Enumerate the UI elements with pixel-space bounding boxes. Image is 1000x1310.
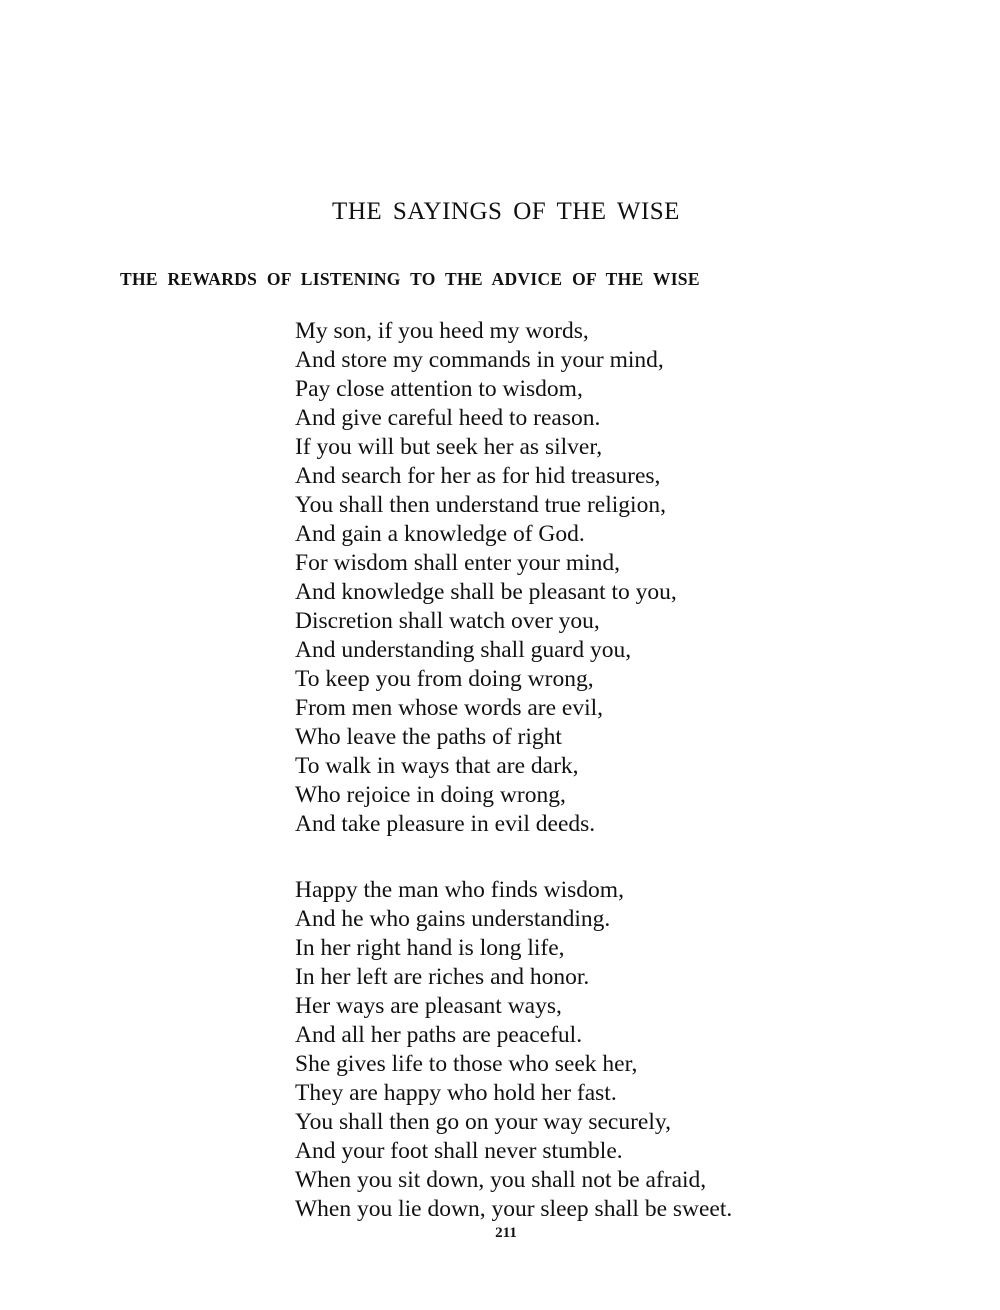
verse-line: Discretion shall watch over you, (295, 608, 600, 634)
verse-line: When you lie down, your sleep shall be sweet. (295, 1196, 733, 1222)
section-heading: THE REWARDS OF LISTENING TO THE ADVICE OF THE WISE (120, 269, 700, 289)
verse-line: Her ways are pleasant ways, (295, 993, 562, 1019)
verse-line: And understanding shall guard you, (295, 637, 632, 663)
verse-line: They are happy who hold her fast. (295, 1080, 617, 1106)
verse-line: In her left are riches and honor. (295, 964, 590, 990)
verse-line: She gives life to those who seek her, (295, 1051, 638, 1077)
verse-line: To walk in ways that are dark, (295, 753, 579, 779)
verse-line: In her right hand is long life, (295, 935, 565, 961)
verse-line: My son, if you heed my words, (295, 318, 589, 344)
verse-line: And search for her as for hid treasures, (295, 463, 661, 489)
verse-line: And store my commands in your mind, (295, 347, 664, 373)
verse-line: When you sit down, you shall not be afraid, (295, 1167, 707, 1193)
page-title: THE SAYINGS OF THE WISE (332, 198, 680, 225)
page-number: 211 (495, 1225, 517, 1241)
stanza-1 (295, 317, 677, 839)
verse-line: And your foot shall never stumble. (295, 1138, 623, 1164)
verse-line: And all her paths are peaceful. (295, 1022, 583, 1048)
verse-line: Happy the man who finds wisdom, (295, 877, 624, 903)
verse-line: And gain a knowledge of God. (295, 521, 585, 547)
verse-line: And give careful heed to reason. (295, 405, 601, 431)
verse-line: If you will but seek her as silver, (295, 434, 603, 460)
verse-line: And he who gains understanding. (295, 906, 611, 932)
verse-line: And take pleasure in evil deeds. (295, 811, 596, 837)
verse-line: And knowledge shall be pleasant to you, (295, 579, 677, 605)
verse-line: For wisdom shall enter your mind, (295, 550, 621, 576)
verse-line: Pay close attention to wisdom, (295, 376, 583, 402)
stanza-2 (295, 876, 732, 1224)
verse-line: Who leave the paths of right (295, 724, 562, 750)
verse-line: You shall then understand true religion, (295, 492, 666, 518)
verse-line: To keep you from doing wrong, (295, 666, 594, 692)
verse-line: You shall then go on your way securely, (295, 1109, 671, 1135)
verse-line: From men whose words are evil, (295, 695, 604, 721)
verse-line: Who rejoice in doing wrong, (295, 782, 566, 808)
